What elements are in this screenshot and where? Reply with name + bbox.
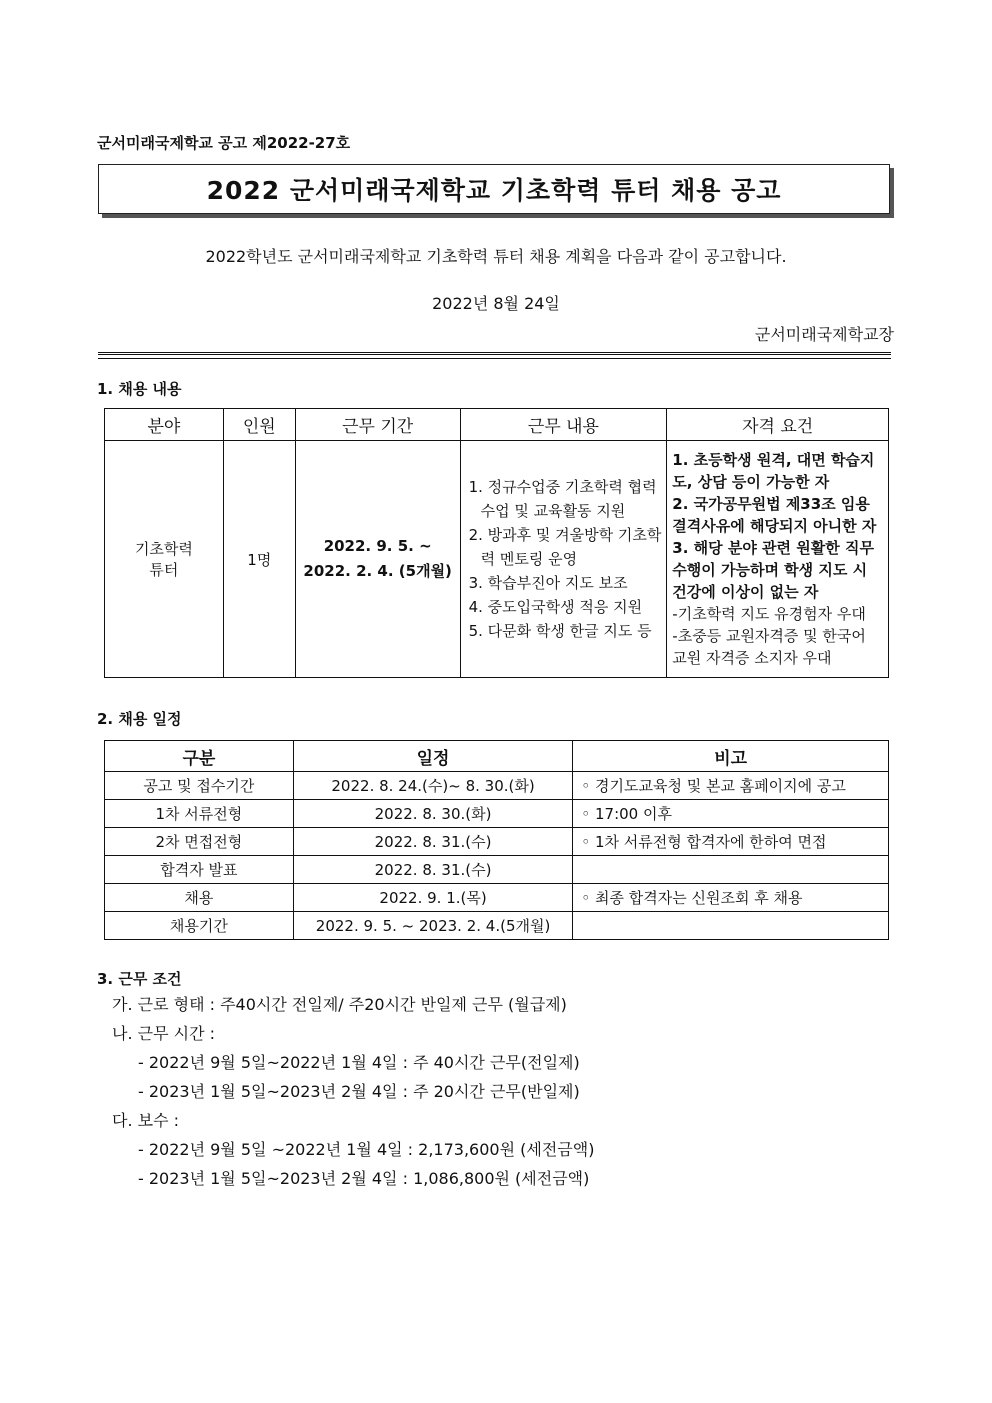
condition-line: - 2023년 1월 5일~2023년 2월 4일 : 주 20시간 근무(반일제)	[138, 1082, 580, 1101]
header-cell: 구분	[105, 741, 294, 772]
header-cell: 분야	[105, 409, 224, 441]
table-row	[105, 856, 889, 884]
schedule-cell: 2022. 8. 30.(화)	[293, 800, 573, 828]
field-line: 튜터	[149, 561, 179, 579]
condition-line: - 2022년 9월 5일~2022년 1월 4일 : 주 40시간 근무(전일제)	[138, 1053, 580, 1072]
header-cell: 인원	[223, 409, 295, 441]
stage-cell: 1차 서류전형	[105, 800, 294, 828]
signer: 군서미래국제학교장	[754, 325, 894, 344]
stage-cell: 공고 및 접수기간	[105, 772, 294, 800]
section-3-title: 3. 근무 조건	[97, 970, 182, 988]
note-cell	[573, 912, 889, 940]
table-row	[105, 912, 889, 940]
schedule-cell: 2022. 9. 1.(목)	[293, 884, 573, 912]
schedule-cell: 2022. 8. 24.(수)~ 8. 30.(화)	[293, 772, 573, 800]
qualification-item: 3. 해당 분야 관련 원활한 직무수행이 가능하며 학생 지도 시 건강에 이상이 없는 자	[672, 539, 874, 601]
period-line: 2022. 9. 5. ~	[323, 537, 432, 555]
field-cell	[105, 441, 224, 678]
duty-item: 5. 다문화 학생 한글 지도 등	[468, 622, 652, 640]
stage-cell: 합격자 발표	[105, 856, 294, 884]
period-cell	[295, 441, 460, 678]
condition-line: 다. 보수 :	[112, 1111, 180, 1130]
condition-line: - 2022년 9월 5일 ~2022년 1월 4일 : 2,173,600원 (세전금액)	[138, 1140, 595, 1159]
section-1-title: 1. 채용 내용	[97, 380, 182, 398]
note-cell: ◦ 최종 합격자는 신원조회 후 채용	[573, 884, 889, 912]
header-cell: 근무 기간	[295, 409, 460, 441]
note-cell: ◦ 경기도교육청 및 본교 홈페이지에 공고	[573, 772, 889, 800]
field-line: 기초학력	[134, 540, 193, 558]
header-cell: 비고	[573, 741, 889, 772]
stage-cell: 2차 면접전형	[105, 828, 294, 856]
duties-cell	[460, 441, 667, 678]
page-title: 2022 군서미래국제학교 기초학력 튜터 채용 공고	[98, 164, 890, 214]
table-header-row	[105, 409, 889, 441]
stage-cell: 채용기간	[105, 912, 294, 940]
notice-date: 2022년 8월 24일	[432, 294, 560, 313]
schedule-cell: 2022. 9. 5. ~ 2023. 2. 4.(5개월)	[293, 912, 573, 940]
qualification-item: 2. 국가공무원법 제33조 임용결격사유에 해당되지 아니한 자	[672, 495, 877, 535]
schedule-cell: 2022. 8. 31.(수)	[293, 828, 573, 856]
table-row	[105, 772, 889, 800]
condition-line: 나. 근무 시간 :	[112, 1024, 216, 1043]
schedule-table	[104, 740, 889, 940]
condition-line: - 2023년 1월 5일~2023년 2월 4일 : 1,086,800원 (세전금액)	[138, 1169, 590, 1188]
duty-item: 3. 학습부진아 지도 보조	[468, 574, 628, 592]
note-cell: ◦ 1차 서류전형 합격자에 한하여 면접	[573, 828, 889, 856]
recruitment-table	[104, 408, 889, 678]
table-row	[105, 828, 889, 856]
header-cell: 일정	[293, 741, 573, 772]
intro-text: 2022학년도 군서미래국제학교 기초학력 튜터 채용 계획을 다음과 같이 공고합니다.	[205, 247, 787, 266]
qualification-item: -기초학력 지도 유경험자 우대	[672, 605, 866, 623]
table-row	[105, 441, 889, 678]
table-header-row	[105, 741, 889, 772]
condition-line: 가. 근로 형태 : 주40시간 전일제/ 주20시간 반일제 근무 (월급제)	[112, 995, 567, 1014]
qualification-item: -초중등 교원자격증 및 한국어 교원 자격증 소지자 우대	[672, 627, 866, 667]
qualification-item: 1. 초등학생 원격, 대면 학습지도, 상담 등이 가능한 자	[672, 451, 875, 491]
notice-number: 군서미래국제학교 공고 제2022-27호	[97, 134, 351, 152]
period-line: 2022. 2. 4. (5개월)	[303, 562, 452, 580]
header-cell: 자격 요건	[667, 409, 889, 441]
duty-item: 1. 정규수업중 기초학력 협력수업 및 교육활동 지원	[468, 478, 657, 520]
schedule-cell: 2022. 8. 31.(수)	[293, 856, 573, 884]
duty-item: 4. 중도입국학생 적응 지원	[468, 598, 643, 616]
count-cell: 1명	[223, 441, 295, 678]
work-conditions	[112, 990, 594, 1193]
table-row	[105, 884, 889, 912]
duty-item: 2. 방과후 및 겨울방학 기초학력 멘토링 운영	[468, 526, 662, 568]
header-divider	[98, 352, 891, 359]
stage-cell: 채용	[105, 884, 294, 912]
qualifications-cell	[667, 441, 889, 678]
section-2-title: 2. 채용 일정	[97, 710, 182, 728]
header-cell: 근무 내용	[460, 409, 667, 441]
table-row	[105, 800, 889, 828]
note-cell: ◦ 17:00 이후	[573, 800, 889, 828]
note-cell	[573, 856, 889, 884]
